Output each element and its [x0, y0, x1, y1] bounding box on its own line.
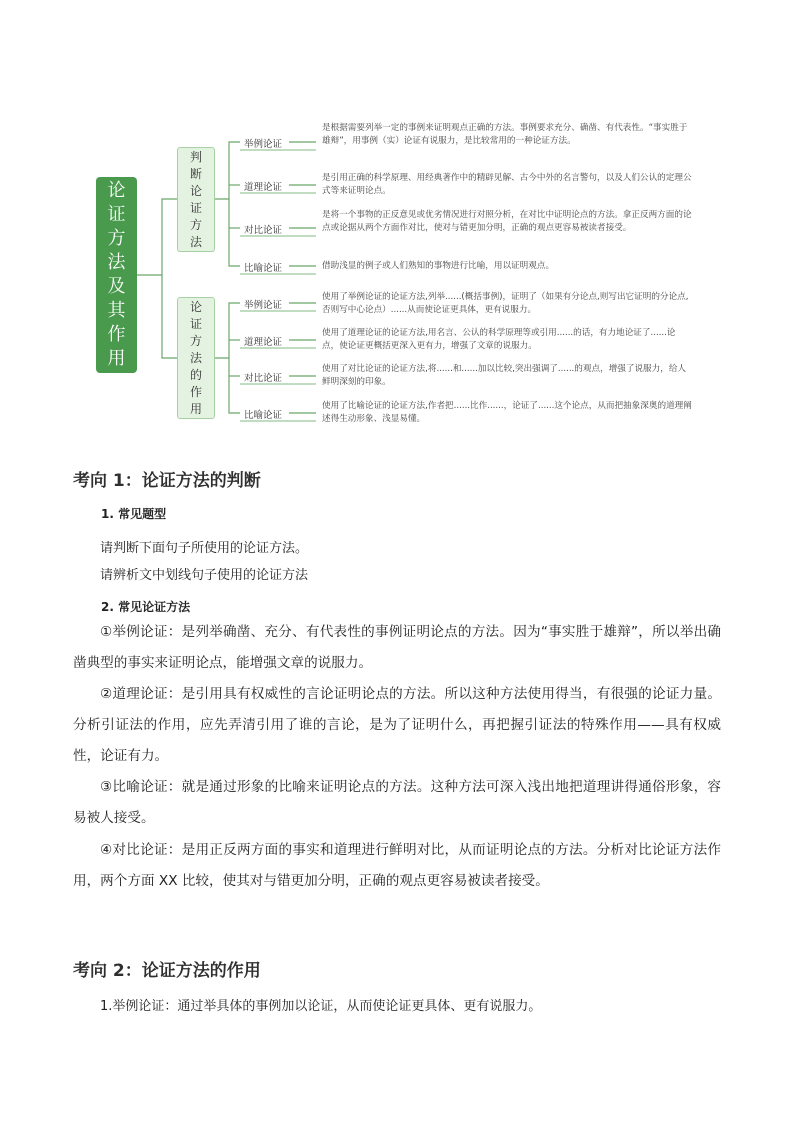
judge-desc-example: 是根据需要列举一定的事例来证明观点正确的方法。事例要求充分、确凿、有代表性。“事实胜于雄辩”，用事例（实）论证有说服力，是比较常用的一种论证方法。: [322, 123, 688, 146]
section1-heading: 考向 1：论证方法的判断: [73, 471, 261, 491]
section1-sub1: 1. 常见题型: [101, 507, 167, 521]
method-metaphor-paragraph: ③比喻论证：就是通过形象的比喻来证明论点的方法。这种方法可深入浅出地把道理讲得通俗形象，容易被人接受。: [73, 779, 721, 826]
mindmap-root: 论证方法及其作用: [96, 177, 137, 373]
judge-desc-metaphor: 借助浅显的例子或人们熟知的事物进行比喻，用以证明观点。: [322, 261, 555, 271]
question-type-2: 请辨析文中划线句子使用的论证方法: [100, 568, 309, 583]
section2-heading: 考向 2：论证方法的作用: [73, 961, 261, 981]
judge-label-contrast: 对比论证: [244, 225, 283, 236]
method-reasoning-paragraph: ②道理论证：是引用具有权威性的言论证明论点的方法。所以这种方法使用得当，有很强的论证力量。分析引证法的作用，应先弄清引用了谁的言论，是为了证明什么，再把握引证法的特殊作用——具有权威性，论证有力。: [73, 686, 721, 764]
judge-label-reasoning: 道理论证: [244, 182, 283, 193]
section1-sub2: 2. 常见论证方法: [101, 600, 191, 614]
effect-label-contrast: 对比论证: [244, 373, 283, 384]
judge-desc-reasoning: 是引用正确的科学原理、用经典著作中的精辟见解、古今中外的名言警句，以及人们公认的定理公式等来证明论点。: [322, 173, 692, 196]
judge-desc-contrast: 是将一个事物的正反意见或优劣情况进行对照分析，在对比中证明论点的方法。拿正反两方面的论点或论据从两个方面作对比，使对与错更加分明，正确的观点更容易被读者接受。: [322, 210, 692, 233]
effect-desc-metaphor: 使用了比喻论证的论证方法,作者把......比作......，论证了......这个论点，从而把抽象深奥的道理阐述得生动形象、浅显易懂。: [322, 401, 692, 424]
mindmap: [0, 0, 794, 440]
section2-paragraph-1: 1.举例论证：通过举具体的事例加以论证，从而使论证更具体、更有说服力。: [100, 999, 542, 1014]
method-contrast-paragraph: ④对比论证：是用正反两方面的事实和道理进行鲜明对比，从而证明论点的方法。分析对比论证方法作用，两个方面 XX 比较，使其对与错更加分明，正确的观点更容易被读者接受。: [73, 842, 721, 889]
method-example-paragraph: ①举例论证：是列举确凿、充分、有代表性的事例证明论点的方法。因为“事实胜于雄辩”，所以举出确凿典型的事实来证明论点，能增强文章的说服力。: [73, 624, 721, 671]
effect-label-metaphor: 比喻论证: [244, 410, 283, 421]
effect-label-reasoning: 道理论证: [244, 337, 283, 348]
effect-desc-example: 使用了举例论证的论证方法,列举......(概括事例)，证明了（如果有分论点,则写出它证明的分论点,否则写中心论点）......从而使论证更具体，更有说服力。: [322, 292, 689, 315]
branch-title-effect: 论证方法的作用: [177, 297, 215, 419]
question-type-1: 请判断下面句子所使用的论证方法。: [100, 541, 309, 556]
effect-desc-contrast: 使用了对比论证的论证方法,将......和......加以比较,突出强调了......的观点，增强了说服力，给人鲜明深刻的印象。: [322, 364, 687, 387]
effect-desc-reasoning: 使用了道理论证的论证方法,用名言、公认的科学原理等或引用......的话，有力地论证了......论点，使论证更概括更深入更有力，增强了文章的说服力。: [322, 328, 676, 351]
effect-label-example: 举例论证: [244, 300, 283, 311]
judge-label-metaphor: 比喻论证: [244, 263, 283, 274]
branch-title-judge: 判断论证方法: [177, 147, 215, 252]
judge-label-example: 举例论证: [244, 139, 283, 150]
